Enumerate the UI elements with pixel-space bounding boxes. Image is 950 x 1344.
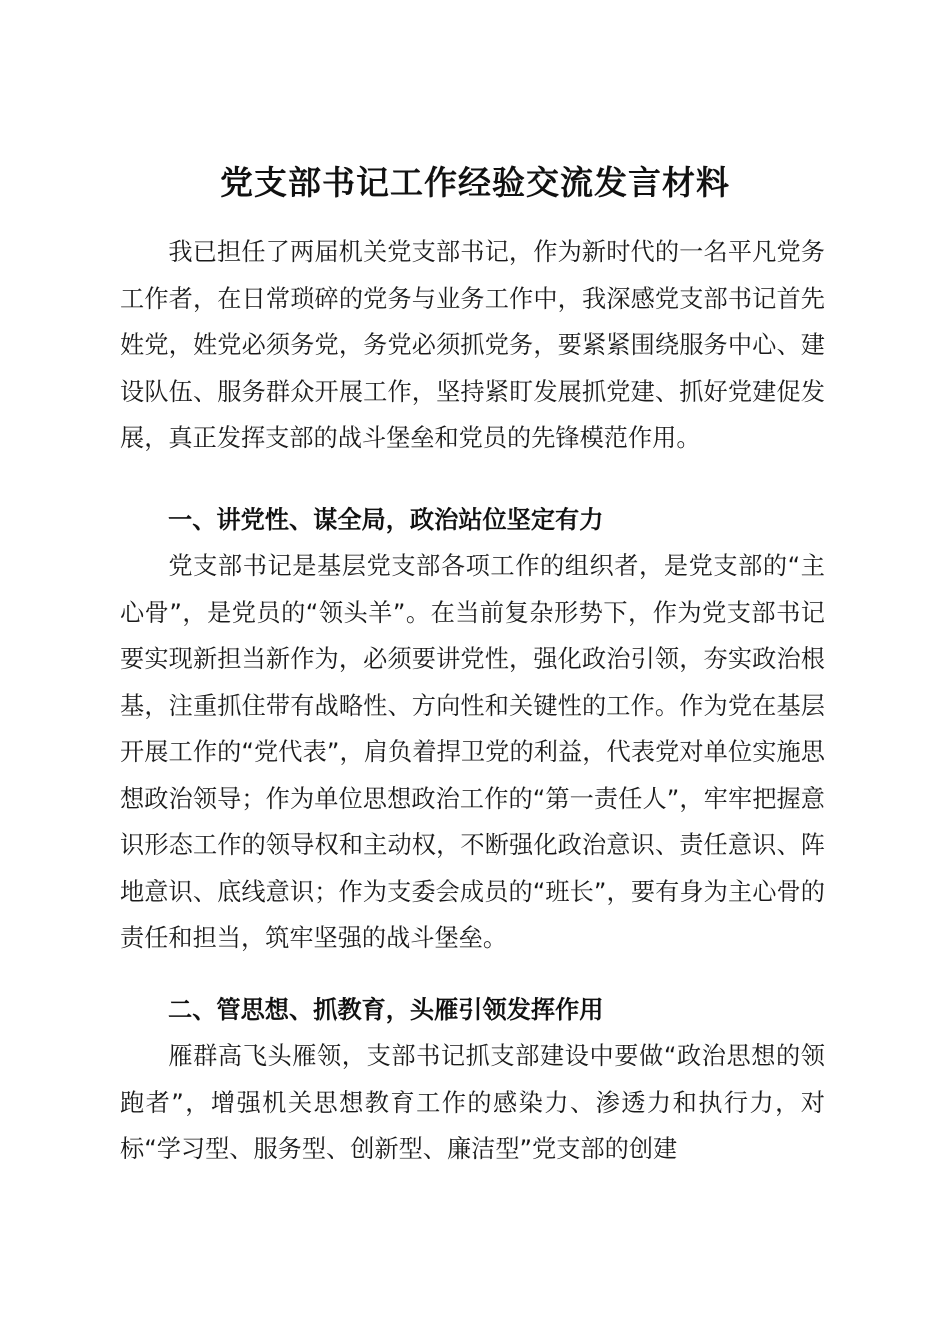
section-1-heading: 一、讲党性、谋全局，政治站位坚定有力 (168, 506, 604, 534)
section-1-paragraph: 党支部书记是基层党支部各项工作的组织者，是党支部的“主心骨”，是党员的“领头羊”。在当前复杂形势下，作为党支部书记要实现新担当新作为，必须要讲党性，强化政治引领，夯实政治根基，注重抓住带有战略性、方向性和关键性的工作。作为党在基层开展工作的“党代表”，肩负着捍卫党的利益，代表党对单位实施思想政治领导；作为单位思想政治工作的“第一责任人”，牢牢把握意识形态工作的领导权和主动权，不断强化政治意识、责任意识、阵地意识、底线意识；作为支委会成员的“班长”，要有身为主心骨的责任和担当，筑牢坚强的战斗堡垒。 (120, 552, 825, 952)
section-2-paragraph: 雁群高飞头雁领，支部书记抓支部建设中要做“政治思想的领跑者”，增强机关思想教育工作的感染力、渗透力和执行力，对标“学习型、服务型、创新型、廉洁型”党支部的创建 (120, 1042, 825, 1163)
document-title: 党支部书记工作经验交流发言材料 (220, 163, 730, 203)
section-2-heading: 二、管思想、抓教育，头雁引领发挥作用 (168, 996, 604, 1024)
section-2-block (120, 1033, 825, 1173)
intro-paragraph: 我已担任了两届机关党支部书记，作为新时代的一名平凡党务工作者，在日常琐碎的党务与业务工作中，我深感党支部书记首先姓党，姓党必须务党，务党必须抓党务，要紧紧围绕服务中心、建设队伍、服务群众开展工作，坚持紧盯发展抓党建、抓好党建促发展，真正发挥支部的战斗堡垒和党员的先锋模范作用。 (120, 238, 825, 452)
intro-block (120, 229, 825, 462)
section-1-block (120, 543, 825, 962)
